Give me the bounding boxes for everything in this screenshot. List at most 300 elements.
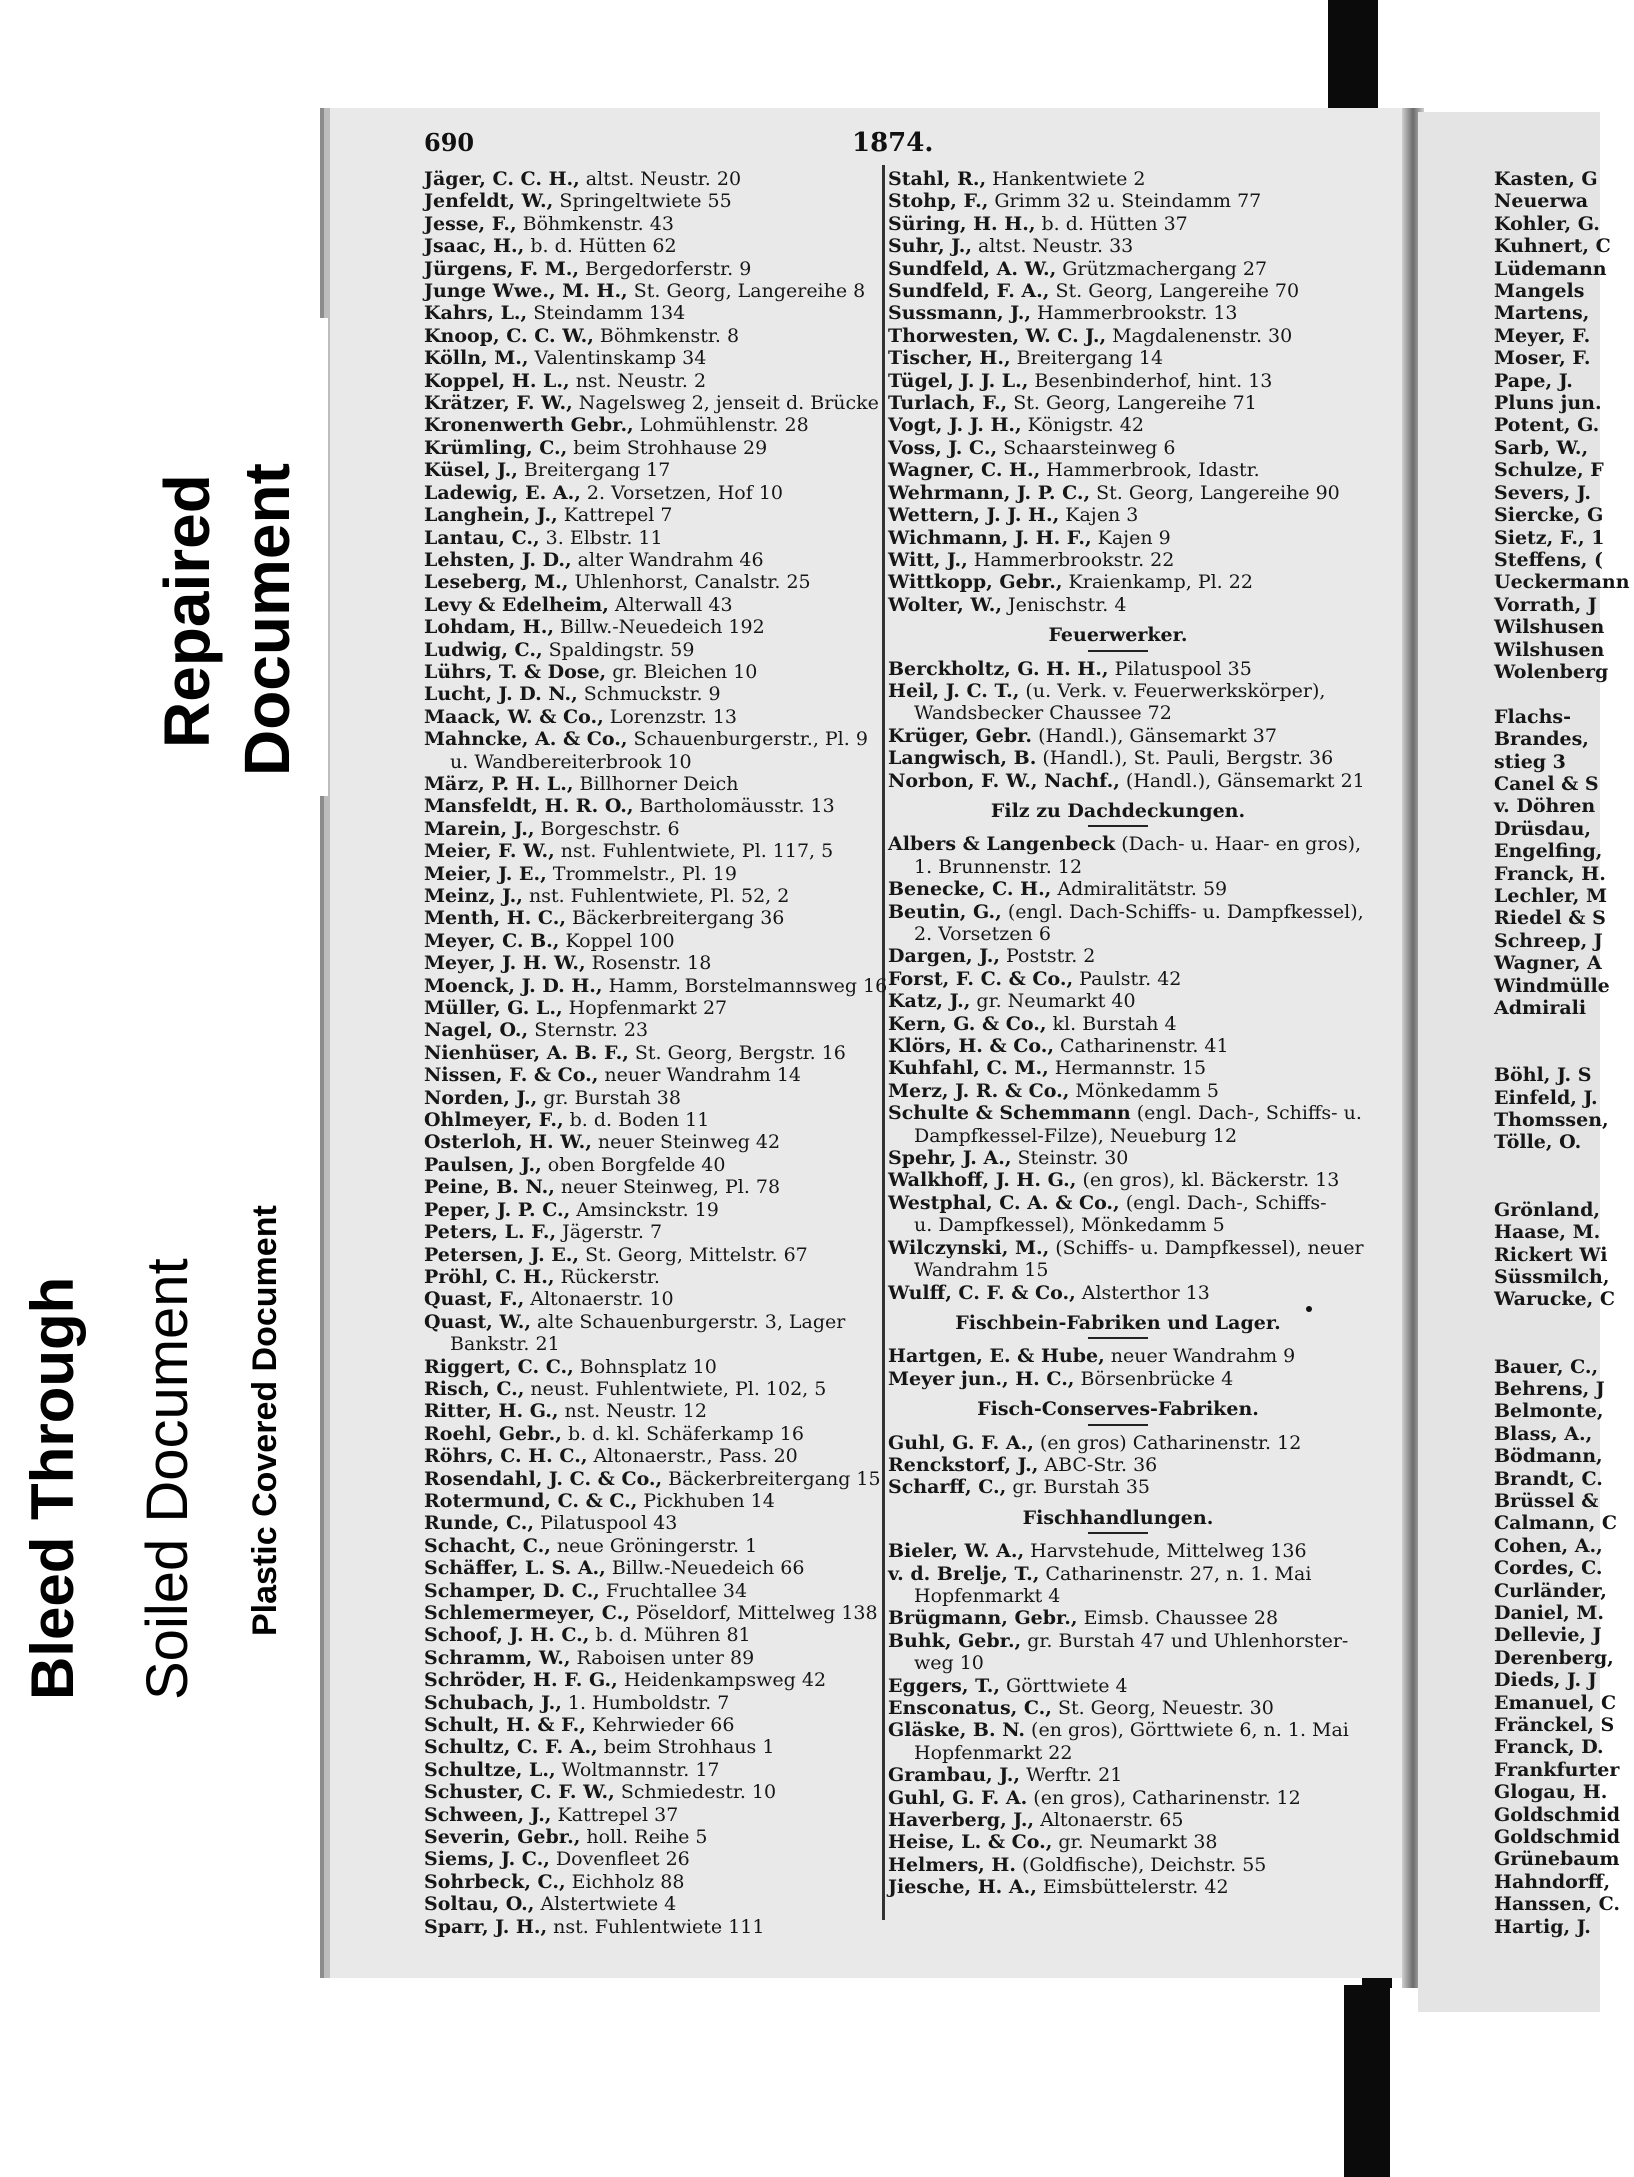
facing-page-entry: Böhl, J. S	[1494, 1064, 1592, 1087]
directory-entry	[424, 728, 884, 750]
entry-address: Pilatuspool 43	[534, 1512, 678, 1535]
facing-page-entry	[1494, 1154, 1634, 1176]
facing-page-entry: Windmülle	[1494, 974, 1610, 997]
entry-name: Wulff, C. F. & Co.,	[888, 1281, 1076, 1304]
directory-entry	[424, 773, 884, 795]
directory-entry	[424, 571, 884, 593]
entry-address: Billw.-Neuedeich 66	[605, 1557, 805, 1580]
entry-address: 2. Vorsetzen, Hof 10	[580, 481, 783, 504]
entry-address: holl. Reihe 5	[580, 1826, 708, 1849]
entry-name: Kern, G. & Co.,	[888, 1012, 1047, 1035]
facing-page-entry: Daniel, M.	[1494, 1602, 1605, 1624]
directory-entry	[888, 1697, 1348, 1719]
facing-page-entry: Schreep, J	[1494, 929, 1603, 952]
directory-entry	[888, 1630, 1348, 1652]
directory-entry	[424, 392, 884, 414]
directory-entry	[424, 213, 884, 235]
directory-entry	[424, 885, 884, 907]
directory-entry	[888, 190, 1348, 212]
facing-page-entry: Ueckermann	[1494, 571, 1630, 594]
entry-address: Catharinenstr. 41	[1053, 1035, 1229, 1058]
entry-address: Altonaerstr. 65	[1034, 1809, 1184, 1832]
directory-entry	[888, 1057, 1348, 1079]
entry-name: Kahrs, L.,	[424, 302, 528, 325]
directory-entry	[888, 549, 1348, 571]
entry-name: Wettern, J. J. H.,	[888, 504, 1060, 527]
facing-page-entry: Steffens, (	[1494, 548, 1603, 571]
entry-name: Ludwig, C.,	[424, 638, 543, 661]
directory-entry	[888, 1764, 1348, 1786]
entry-address: alte Schauenburgerstr. 3, Lager	[531, 1310, 846, 1333]
entry-address: Kattrepel 37	[551, 1803, 679, 1826]
entry-address: Raboisen unter 89	[570, 1646, 755, 1669]
entry-name: Mahncke, A. & Co.,	[424, 728, 628, 751]
entry-address: b. d. Mühren 81	[589, 1624, 751, 1647]
entry-address: neust. Fuhlentwiete, Pl. 102, 5	[524, 1377, 827, 1400]
directory-entry	[424, 302, 884, 324]
entry-address: Alsterthor 13	[1075, 1281, 1210, 1304]
facing-page-entry: Cohen, A.,	[1494, 1534, 1603, 1557]
entry-name: Lührs, T. & Dose,	[424, 660, 607, 683]
entry-name: Dargen, J.,	[888, 945, 1000, 968]
facing-page-entry: Blass, A.,	[1494, 1422, 1593, 1445]
directory-entry	[888, 968, 1348, 990]
entry-address: St. Georg, Neuestr. 30	[1051, 1697, 1274, 1719]
entry-address: gr. Burstah 35	[1006, 1476, 1151, 1499]
entry-name: Mansfeldt, H. R. O.,	[424, 795, 634, 818]
facing-page-entry	[1494, 1019, 1634, 1041]
entry-address: nst. Neustr. 2	[569, 369, 707, 392]
directory-entry	[424, 527, 884, 549]
facing-page-entry: Frankfurter	[1494, 1758, 1620, 1781]
facing-page-entry: Wagner, A	[1494, 952, 1602, 975]
facing-page-entry: Kohler, G.	[1494, 212, 1600, 235]
facing-page-entry: Curländer,	[1494, 1579, 1607, 1602]
entry-address: Magdalenenstr. 30	[1106, 324, 1293, 347]
facing-page-entry: Emanuel, C	[1494, 1691, 1617, 1714]
entry-address: Schauenburgerstr., Pl. 9	[627, 728, 868, 751]
entry-name: Sparr, J. H.,	[424, 1915, 548, 1938]
entry-address: Alterwall 43	[608, 593, 733, 616]
directory-entry	[888, 1454, 1348, 1476]
facing-page-entry: Brandes,	[1494, 728, 1589, 751]
entry-name: Heil, J. C. T.,	[888, 679, 1020, 702]
entry-address: Lohmühlenstr. 28	[633, 414, 809, 437]
page-header	[424, 128, 1324, 164]
facing-page-entry: Brüssel &	[1494, 1489, 1599, 1512]
section-heading: Fisch-Conserves-Fabriken.	[977, 1398, 1259, 1421]
entry-address: Schmiedestr. 10	[614, 1781, 777, 1804]
entry-name: Rotermund, C. & C.,	[424, 1489, 638, 1512]
entry-address: Dovenfleet 26	[549, 1848, 690, 1871]
entry-address: St. Georg, Langereihe 8	[627, 280, 866, 303]
entry-address: St. Georg, Mittelstr. 67	[579, 1243, 808, 1266]
entry-address: St. Georg, Bergstr. 16	[628, 1041, 846, 1064]
entry-address: Breitergang 17	[517, 459, 671, 482]
entry-name: Schween, J.,	[424, 1803, 552, 1826]
directory-entry	[424, 863, 884, 885]
section-heading: Feuerwerker.	[1048, 624, 1188, 647]
entry-name: Ritter, H. G.,	[424, 1400, 559, 1423]
facing-page-entry: Bauer, C.,	[1494, 1355, 1599, 1378]
facing-page-entry: Mangels	[1494, 280, 1585, 303]
entry-address: kl. Burstah 4	[1046, 1012, 1177, 1035]
directory-entry	[888, 945, 1348, 967]
entry-address: Woltmannstr. 17	[555, 1758, 720, 1781]
directory-entry	[424, 190, 884, 212]
entry-address: Kraienkamp, Pl. 22	[1062, 571, 1253, 594]
directory-entry	[888, 1345, 1348, 1367]
entry-name: Heise, L. & Co.,	[888, 1831, 1053, 1854]
directory-entry	[888, 437, 1348, 459]
directory-entry	[888, 392, 1348, 414]
facing-page-entry: Franck, H.	[1494, 862, 1606, 885]
directory-entry	[424, 1311, 884, 1333]
entry-name: Meier, J. E.,	[424, 862, 547, 885]
entry-address: Steindamm 134	[527, 302, 686, 325]
directory-entry	[424, 347, 884, 369]
facing-page-column	[1494, 168, 1634, 1938]
entry-address: Fruchtallee 34	[599, 1579, 748, 1602]
entry-name: Petersen, J. E.,	[424, 1243, 580, 1266]
entry-name: Nissen, F. & Co.,	[424, 1064, 599, 1087]
entry-address: Hankentwiete 2	[986, 168, 1146, 190]
directory-entry	[424, 1580, 884, 1602]
entry-name: Müller, G. L.,	[424, 997, 563, 1020]
directory-entry	[424, 1804, 884, 1826]
entry-address: Bäckerbreitergang 15	[662, 1467, 881, 1490]
entry-address: (u. Verk. v. Feuerwerkskörper),	[1019, 679, 1326, 702]
entry-name: Knoop, C. C. W.,	[424, 324, 594, 347]
entry-address: gr. Burstah 47 und Uhlenhorster-	[1021, 1629, 1349, 1652]
directory-entry	[424, 661, 884, 683]
entry-address: neuer Wandrahm 14	[598, 1064, 801, 1087]
directory-entry	[888, 370, 1348, 392]
entry-address: Catharinenstr. 27, n. 1. Mai	[1039, 1562, 1312, 1585]
entry-name: Koppel, H. L.,	[424, 369, 570, 392]
entry-address: Billhorner Deich	[573, 772, 739, 795]
directory-entry-continuation: Hopfenmarkt 22	[914, 1741, 1073, 1764]
binding-bar-top	[1328, 0, 1378, 112]
entry-address: (Schiffs- u. Dampfkessel), neuer	[1049, 1236, 1364, 1259]
directory-entry-continuation: u. Dampfkessel), Mönkedamm 5	[914, 1214, 1225, 1237]
directory-entry	[888, 1563, 1348, 1585]
directory-entry	[424, 974, 888, 997]
entry-name: Sussmann, J.,	[888, 302, 1031, 325]
label-document: Document	[231, 463, 303, 776]
entry-name: Voss, J. C.,	[888, 436, 998, 459]
entry-name: Risch, C.,	[424, 1377, 525, 1400]
label-plastic-covered-document: Plastic Covered Document	[246, 1205, 284, 1636]
entry-name: Meier, F. W.,	[424, 840, 555, 863]
directory-entry	[888, 1035, 1348, 1057]
entry-address: Amsinckstr. 19	[570, 1198, 719, 1221]
directory-entry	[424, 1019, 884, 1041]
directory-entry	[424, 1356, 884, 1378]
entry-name: Schultz, C. F. A.,	[424, 1736, 598, 1759]
entry-name: Witt, J.,	[888, 548, 968, 571]
entry-name: Leseberg, M.,	[424, 571, 569, 594]
entry-name: Buhk, Gebr.,	[888, 1629, 1022, 1652]
entry-name: Suhr, J.,	[888, 235, 972, 258]
facing-page-entry: Wolenberg	[1494, 660, 1609, 683]
entry-address: neuer Wandrahm 9	[1104, 1345, 1296, 1368]
facing-page-entry: Admirali	[1494, 997, 1587, 1020]
directory-entry	[424, 1512, 884, 1534]
directory-entry	[424, 1400, 884, 1422]
binding-bar-bottom	[1344, 1985, 1390, 2177]
directory-entry	[424, 325, 884, 347]
directory-entry	[888, 168, 1348, 190]
facing-page-entry: Warucke, C	[1494, 1288, 1615, 1311]
entry-name: Schuster, C. F. W.,	[424, 1781, 615, 1804]
directory-entry-continuation: u. Wandbereiterbrook 10	[450, 750, 692, 773]
entry-name: Schultze, L.,	[424, 1758, 556, 1781]
entry-address: Uhlenhorst, Canalstr. 25	[568, 571, 811, 594]
entry-address: Harvstehude, Mittelweg 136	[1024, 1540, 1307, 1563]
directory-entry	[424, 594, 884, 616]
entry-name: Gläske, B. N.	[888, 1719, 1025, 1742]
entry-address: Böhmkenstr. 43	[516, 212, 674, 235]
entry-address: Koppel 100	[559, 929, 675, 952]
directory-entry	[888, 482, 1348, 504]
directory-entry	[424, 952, 884, 974]
entry-address: ABC-Str. 36	[1038, 1453, 1158, 1476]
directory-column-right	[888, 168, 1365, 1899]
entry-address: Steinstr. 30	[1011, 1147, 1129, 1170]
directory-entry	[424, 1064, 884, 1086]
facing-page-entry: Behrens, J	[1494, 1377, 1605, 1400]
facing-page-entry: Wilshusen	[1494, 638, 1605, 661]
entry-name: Berckholtz, G. H. H.,	[888, 657, 1109, 680]
directory-entry	[424, 1221, 884, 1243]
entry-name: Scharff, C.,	[888, 1476, 1007, 1499]
directory-entry	[424, 280, 884, 302]
directory-entry	[424, 1781, 884, 1803]
entry-address: Grimm 32 u. Steindamm 77	[988, 190, 1262, 213]
entry-name: Levy & Edelheim,	[424, 593, 609, 616]
directory-entry	[424, 1042, 884, 1064]
entry-address: Valentinskamp 34	[528, 347, 707, 370]
entry-address: Bartholomäusstr. 13	[633, 795, 835, 818]
facing-page-entry: Franck, D.	[1494, 1736, 1604, 1759]
entry-name: Guhl, G. F. A.,	[888, 1431, 1034, 1454]
entry-address: nst. Fuhlentwiete, Pl. 117, 5	[554, 840, 834, 863]
facing-page-entry: Dellevie, J	[1494, 1624, 1602, 1647]
entry-address: Mönkedamm 5	[1069, 1079, 1219, 1102]
entry-address: (en gros), Görttwiete 6, n. 1. Mai	[1025, 1719, 1349, 1742]
entry-address: beim Strohhaus 1	[597, 1736, 775, 1759]
entry-name: Meyer, J. H. W.,	[424, 952, 586, 975]
entry-name: Wolter, W.,	[888, 593, 1003, 616]
directory-entry	[888, 1809, 1348, 1831]
entry-address: 3. Elbstr. 11	[539, 526, 663, 549]
entry-address: Rückerstr.	[554, 1265, 660, 1288]
directory-entry	[424, 437, 884, 459]
entry-address: Paulstr. 42	[1073, 967, 1182, 990]
directory-entry	[424, 706, 884, 728]
directory-entry	[424, 1647, 884, 1669]
directory-entry	[424, 840, 884, 862]
entry-name: Vogt, J. J. H.,	[888, 414, 1022, 437]
facing-page-entry: Meyer, F.	[1494, 324, 1591, 347]
directory-entry	[888, 302, 1348, 324]
directory-entry	[888, 1675, 1348, 1697]
directory-entry	[424, 459, 884, 481]
entry-address: Pickhuben 14	[637, 1489, 775, 1512]
directory-column-left	[424, 168, 888, 1938]
directory-entry	[424, 1199, 884, 1221]
facing-page-entry: Pape, J.	[1494, 369, 1573, 392]
entry-name: Ladewig, E. A.,	[424, 481, 581, 504]
entry-address: Pilatuspool 35	[1108, 657, 1252, 680]
directory-entry	[424, 1176, 884, 1198]
entry-address: Börsenbrücke 4	[1074, 1367, 1234, 1390]
entry-address: gr. Burstah 38	[537, 1086, 681, 1109]
entry-name: Spehr, J. A.,	[888, 1147, 1012, 1170]
entry-address: (engl. Dach-Schiffs- u. Dampfkessel),	[1001, 900, 1364, 923]
entry-address: Poststr. 2	[999, 945, 1096, 968]
facing-page-entry: Pluns jun.	[1494, 392, 1602, 415]
entry-name: v. d. Brelje, T.,	[888, 1562, 1040, 1585]
facing-page-entry: Neuerwa	[1494, 190, 1589, 213]
entry-address: Admiralitätstr. 59	[1051, 878, 1228, 901]
directory-entry	[424, 1893, 884, 1915]
entry-address: Kattrepel 7	[557, 504, 673, 527]
entry-address: Springeltwiete 55	[553, 190, 732, 213]
entry-name: Jürgens, F. M.,	[424, 257, 579, 280]
directory-entry	[888, 258, 1348, 280]
directory-entry	[888, 1432, 1348, 1454]
directory-entry	[888, 769, 1365, 792]
directory-entry	[888, 1540, 1348, 1562]
entry-name: Maack, W. & Co.,	[424, 705, 604, 728]
entry-name: Menth, H. C.,	[424, 907, 566, 930]
entry-name: Ensconatus, C.,	[888, 1697, 1052, 1719]
section-rule	[1088, 1424, 1148, 1426]
entry-address: Görttwiete 4	[1000, 1674, 1128, 1697]
directory-entry	[888, 1147, 1348, 1169]
entry-name: Beutin, G.,	[888, 900, 1002, 923]
directory-entry	[424, 907, 884, 929]
facing-page-entry: Cordes, C.	[1494, 1557, 1603, 1580]
page-year: 1874.	[852, 128, 934, 158]
entry-name: Junge Wwe., M. H.,	[424, 280, 628, 303]
label-repaired: Repaired	[151, 474, 223, 748]
entry-name: Katz, J.,	[888, 990, 971, 1013]
directory-entry	[888, 280, 1348, 302]
directory-entry	[424, 1624, 884, 1646]
entry-name: Schröder, H. F. G.,	[424, 1669, 618, 1692]
directory-entry	[888, 1013, 1348, 1035]
entry-name: Thorwesten, W. C. J.,	[888, 324, 1107, 347]
directory-entry	[888, 1854, 1348, 1876]
entry-name: Schubach, J.,	[424, 1691, 562, 1714]
facing-page-entry	[1494, 683, 1634, 705]
directory-entry	[424, 1423, 884, 1445]
entry-address: neuer Steinweg 42	[591, 1131, 781, 1154]
entry-name: Wehrmann, J. P. C.,	[888, 481, 1091, 504]
entry-name: Sohrbeck, C.,	[424, 1870, 566, 1893]
entry-name: Sundfeld, F. A.,	[888, 280, 1050, 303]
entry-name: Sundfeld, A. W.,	[888, 257, 1057, 280]
entry-name: Tischer, H.,	[888, 347, 1011, 370]
entry-address: gr. Neumarkt 40	[970, 990, 1136, 1013]
entry-address: gr. Neumarkt 38	[1052, 1831, 1218, 1854]
directory-entry	[424, 818, 884, 840]
directory-entry	[888, 347, 1348, 369]
facing-page-entry: Goldschmid	[1494, 1826, 1621, 1849]
entry-name: Moenck, J. D. H.,	[424, 974, 603, 997]
entry-address: Hamm, Borstelmannsweg 16	[602, 974, 888, 997]
entry-address: Bergedorferstr. 9	[579, 257, 752, 280]
entry-address: Trommelstr., Pl. 19	[546, 862, 737, 885]
entry-name: Albers & Langenbeck	[888, 833, 1116, 856]
facing-page-entry: Hanssen, C.	[1494, 1893, 1621, 1916]
facing-page-entry: Kasten, G	[1494, 168, 1598, 190]
entry-name: Renckstorf, J.,	[888, 1453, 1039, 1476]
directory-entry	[888, 1080, 1348, 1102]
entry-address: Breitergang 14	[1010, 347, 1164, 370]
directory-entry	[424, 1736, 884, 1758]
entry-name: Peper, J. P. C.,	[424, 1198, 571, 1221]
facing-page-entry: Lechler, M	[1494, 885, 1608, 907]
facing-page-entry: Rickert Wi	[1494, 1243, 1608, 1266]
entry-name: Lehsten, J. D.,	[424, 548, 572, 571]
entry-address: Jägerstr. 7	[556, 1221, 663, 1244]
entry-name: Langwisch, B.	[888, 747, 1037, 770]
facing-page-entry: Calmann, C	[1494, 1512, 1618, 1535]
facing-page-entry: Engelfing,	[1494, 840, 1603, 863]
entry-address: b. d. Hütten 37	[1035, 212, 1188, 235]
entry-address: Altonaerstr. 10	[524, 1288, 674, 1311]
directory-entry	[424, 1848, 884, 1870]
directory-entry	[888, 1476, 1348, 1498]
entry-name: Jäger, C. C. H.,	[424, 168, 580, 190]
entry-name: Schlemermeyer, C.,	[424, 1602, 630, 1624]
directory-entry	[424, 1826, 884, 1848]
entry-name: Süring, H. H.,	[888, 212, 1036, 235]
directory-entry	[424, 1109, 884, 1131]
entry-name: Paulsen, J.,	[424, 1153, 542, 1176]
facing-page-entry: Grünebaum	[1494, 1848, 1620, 1871]
directory-entry	[424, 258, 884, 280]
facing-page-entry: Drüsdau,	[1494, 817, 1592, 840]
entry-address: Heidenkampsweg 42	[617, 1669, 827, 1692]
entry-address: Alstertwiete 4	[534, 1893, 677, 1916]
entry-name: Schramm, W.,	[424, 1646, 571, 1669]
entry-address: Bohnsplatz 10	[573, 1355, 717, 1378]
entry-name: Schoof, J. H. C.,	[424, 1624, 590, 1647]
entry-address: (en gros), kl. Bäckerstr. 13	[1076, 1169, 1340, 1192]
facing-page-entry: Wilshusen	[1494, 616, 1605, 639]
entry-address: Kajen 9	[1091, 526, 1171, 549]
entry-address: Pöseldorf, Mittelweg 138	[629, 1602, 878, 1624]
facing-page-entry	[1494, 1311, 1634, 1333]
ink-spot	[1306, 1306, 1312, 1312]
directory-entry	[888, 1282, 1348, 1304]
entry-address: 1. Humboldstr. 7	[561, 1691, 730, 1714]
entry-name: Schäffer, L. S. A.,	[424, 1557, 606, 1580]
entry-address: Hammerbrookstr. 22	[967, 548, 1175, 571]
entry-address: altst. Neustr. 20	[579, 168, 742, 190]
entry-address: Schaarsteinweg 6	[997, 436, 1176, 459]
entry-name: Schacht, C.,	[424, 1534, 551, 1557]
directory-entry-continuation: 2. Vorsetzen 6	[914, 923, 1051, 945]
entry-name: Kronenwerth Gebr.,	[424, 414, 634, 437]
directory-entry	[888, 1102, 1362, 1125]
entry-address: Eimsb. Chaussee 28	[1077, 1607, 1279, 1630]
